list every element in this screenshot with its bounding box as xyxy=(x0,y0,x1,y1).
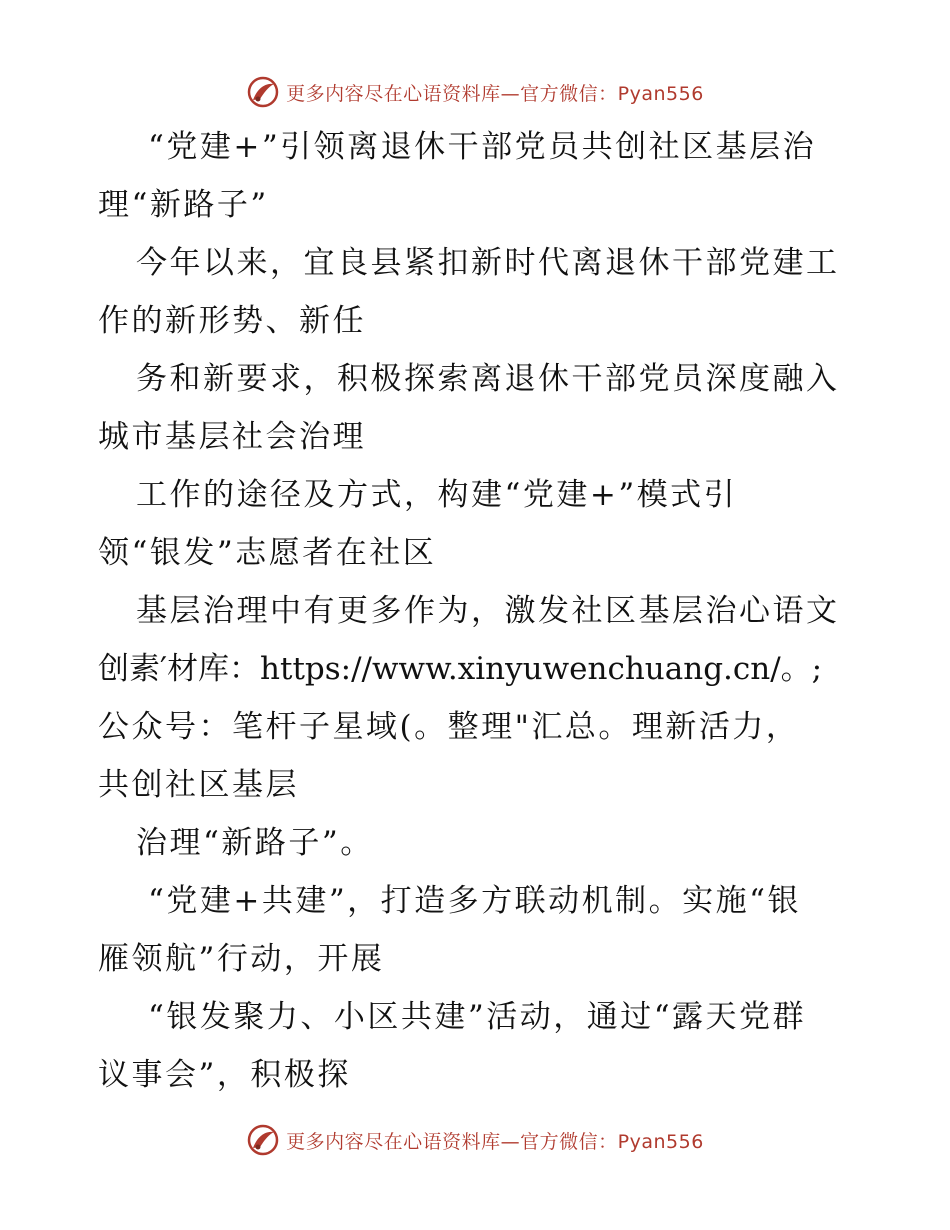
pen-logo-icon xyxy=(246,75,280,109)
paragraph-line: 议事会”，积极探 xyxy=(98,1057,351,1093)
footer-watermark-text: 更多内容尽在心语资料库—官方微信：Pyan556 xyxy=(286,1130,704,1153)
article-body xyxy=(98,118,858,1104)
header-watermark-text: 更多内容尽在心语资料库—官方微信：Pyan556 xyxy=(286,82,704,105)
header-watermark-banner xyxy=(0,72,950,112)
promo-url-line: 创素′材库：https://www.xinyuwenchuang.cn/。; xyxy=(98,651,823,687)
paragraph-line: 基层治理中有更多作为，激发社区基层治心语文 xyxy=(136,593,840,629)
paragraph-line: 雁领航”行动，开展 xyxy=(98,941,385,977)
paragraph-line: 务和新要求，积极探索离退休干部党员深度融入 xyxy=(136,361,840,397)
paragraph-line: 作的新形势、新任 xyxy=(98,303,366,339)
paragraph-line: “银发聚力、小区共建”活动，通过“露天党群 xyxy=(148,999,807,1035)
paragraph-line: 治理“新路子”。 xyxy=(136,825,374,861)
article-title-line-1: “党建+”引领离退休干部党员共创社区基层治 xyxy=(148,129,817,165)
footer-watermark-banner xyxy=(0,1120,950,1160)
pen-logo-icon xyxy=(246,1123,280,1157)
promo-account-line: 公众号：笔杆子星域(。整理"汇总。理新活力， xyxy=(98,709,800,745)
section-heading-line: “党建+共建”，打造多方联动机制。实施“银 xyxy=(148,883,802,919)
paragraph-line: 工作的途径及方式，构建“党建+”模式引 xyxy=(136,477,738,513)
paragraph-line: 城市基层社会治理 xyxy=(98,419,366,455)
paragraph-line: 共创社区基层 xyxy=(98,767,299,803)
paragraph-line: 领“银发”志愿者在社区 xyxy=(98,535,437,571)
article-title-line-2: 理“新路子” xyxy=(98,187,269,223)
paragraph-line: 今年以来，宜良县紧扣新时代离退休干部党建工 xyxy=(136,245,840,281)
